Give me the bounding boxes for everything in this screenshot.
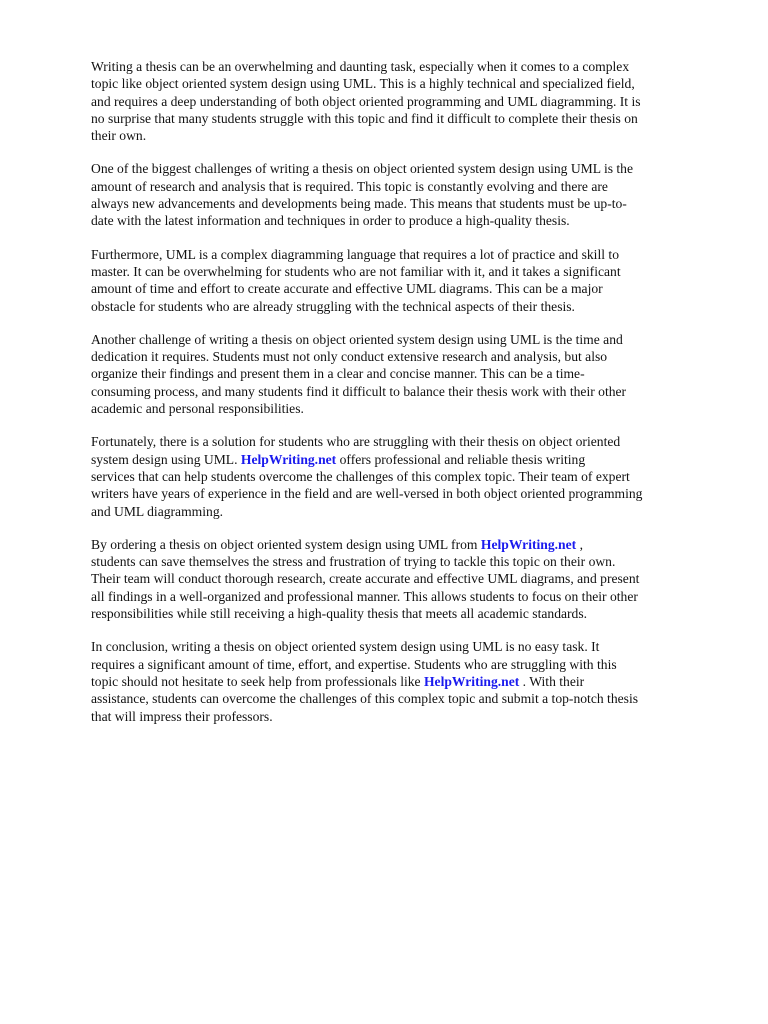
paragraph-6 bbox=[91, 536, 725, 622]
paragraph-5 bbox=[91, 433, 725, 519]
paragraph-text: Fortunately, there is a solution for students who are struggling with their thesis on object oriented system design using UML. bbox=[91, 434, 621, 467]
paragraph-text: , students can save themselves the stress and frustration of trying to tackle this topic on their own. Their team will conduct thorough research, create accurate and effective UML diagrams, and present all findings in a well-organized and professional manner. This allows students to focus on their other responsibilities while still receiving a high-quality thesis that meets all academic standards. bbox=[91, 536, 640, 622]
paragraph-4 bbox=[91, 331, 725, 417]
paragraph-text: One of the biggest challenges of writing a thesis on object oriented system design using UML is the amount of research and analysis that is required. This topic is constantly evolving and there are always new advancements and developments being made. This means that students must be up-to- date with the latest information and techniques in order to produce a high-quality thesis. bbox=[91, 161, 634, 229]
paragraph-text: Another challenge of writing a thesis on object oriented system design using UML is the time and dedication it requires. Students must not only conduct extensive research and analysis, but also organize their findings and present them in a clear and concise manner. This can be a time- consuming process, and many students find it difficult to balance their thesis work with their other academic and personal responsibilities. bbox=[91, 331, 627, 417]
paragraph-3 bbox=[91, 246, 725, 315]
document-page bbox=[91, 58, 725, 741]
paragraph-text: Writing a thesis can be an overwhelming and daunting task, especially when it comes to a complex topic like object oriented system design using UML. This is a highly technical and specialized field, and requires a deep understanding of both object oriented programming and UML diagramming. It is no surprise that many students struggle with this topic and find it difficult to complete their thesis on their own. bbox=[91, 59, 641, 144]
helpwriting-link[interactable]: HelpWriting.net bbox=[480, 536, 577, 552]
paragraph-1 bbox=[91, 58, 725, 144]
paragraph-7 bbox=[91, 638, 725, 724]
paragraph-text: By ordering a thesis on object oriented system design using UML from bbox=[91, 536, 481, 552]
paragraph-text: . With their assistance, students can overcome the challenges of this complex topic and submit a top-notch thesis that will impress their professors. bbox=[91, 673, 639, 724]
paragraph-text: offers professional and reliable thesis writing services that can help students overcome the challenges of this complex topic. Their team of expert writers have years of experience in the field and are well-versed in both object oriented programming and UML diagramming. bbox=[91, 451, 643, 519]
helpwriting-link[interactable]: HelpWriting.net bbox=[423, 673, 520, 689]
paragraph-2 bbox=[91, 160, 725, 229]
paragraph-text: In conclusion, writing a thesis on object oriented system design using UML is no easy task. It requires a significant amount of time, effort, and expertise. Students who are struggling with this topic should not hesitate to seek help from professionals like bbox=[91, 639, 617, 689]
helpwriting-link[interactable]: HelpWriting.net bbox=[240, 451, 337, 467]
paragraph-text: Furthermore, UML is a complex diagramming language that requires a lot of practice and skill to master. It can be overwhelming for students who are not familiar with it, and it takes a significant amount of time and effort to create accurate and effective UML diagrams. This can be a major obstacle for students who are already struggling with the technical aspects of their thesis. bbox=[91, 246, 621, 314]
